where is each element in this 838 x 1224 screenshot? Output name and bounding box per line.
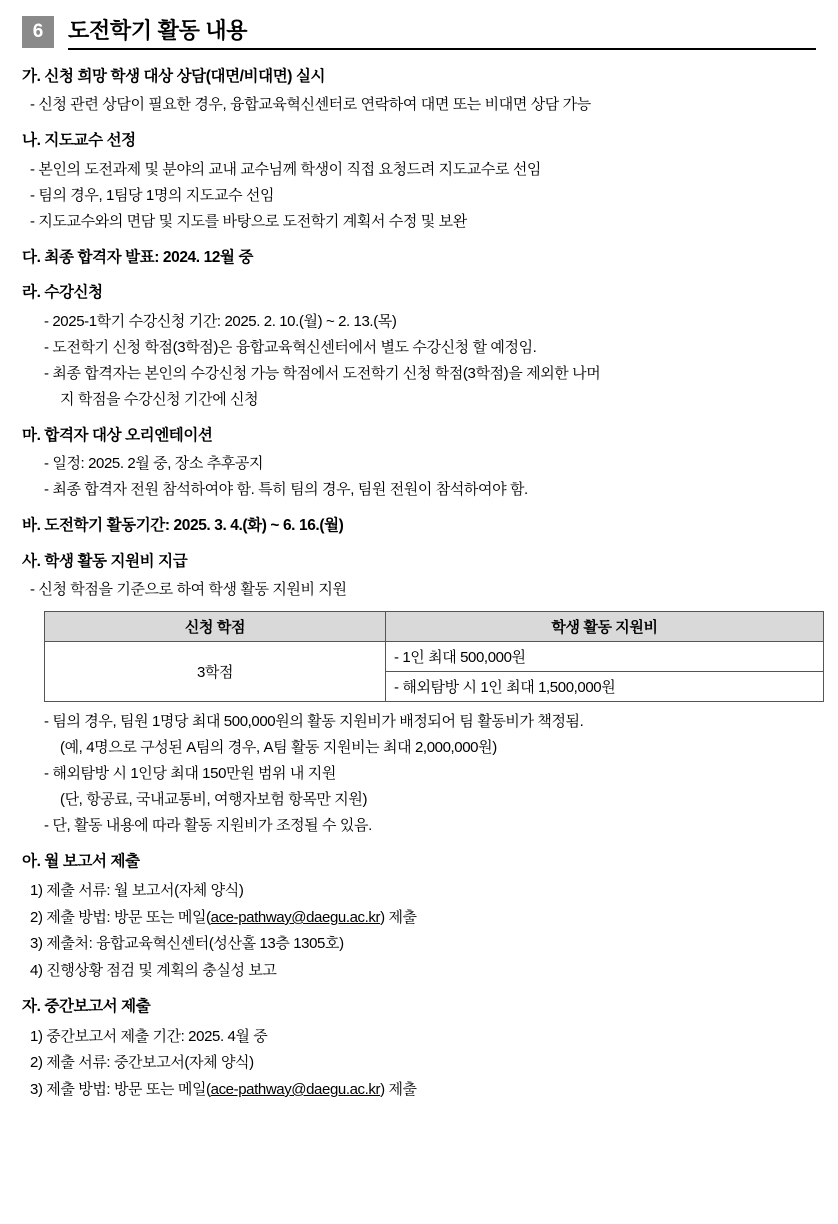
- section-b-item: - 지도교수와의 면담 및 지도를 바탕으로 도전학기 계획서 수정 및 보완: [30, 212, 467, 230]
- section-d-item-continuation: 지 학점을 수강신청 기간에 신청: [60, 390, 259, 408]
- section-d-item: - 2025-1학기 수강신청 기간: 2025. 2. 10.(월) ~ 2. 13.(목): [44, 312, 397, 330]
- document-header: [22, 16, 816, 50]
- table-header-support: 학생 활동 지원비: [386, 611, 824, 641]
- section-g-note-continuation: (단, 항공료, 국내교통비, 여행자보험 항목만 지원): [60, 790, 368, 808]
- section-e: [22, 425, 816, 502]
- section-c: [22, 247, 816, 269]
- section-a: [22, 66, 816, 117]
- section-g-note: - 해외탐방 시 1인당 최대 150만원 범위 내 지원: [44, 764, 336, 782]
- page-title-container: [68, 16, 816, 50]
- section-d-heading: 라. 수강신청: [22, 284, 103, 302]
- section-i-item-2: 2) 제출 서류: 중간보고서(자체 양식): [30, 1054, 254, 1072]
- section-h-heading: 아. 월 보고서 제출: [22, 852, 140, 870]
- section-g-note: - 팀의 경우, 팀원 1명당 최대 500,000원의 활동 지원비가 배정되어 팀 활동비가 책정됨.: [44, 712, 584, 730]
- section-f-heading: 바. 도전학기 활동기간: 2025. 3. 4.(화) ~ 6. 16.(월): [22, 517, 344, 535]
- table-cell-support-2: - 해외탐방 시 1인 최대 1,500,000원: [386, 671, 824, 701]
- section-d-item: - 도전학기 신청 학점(3학점)은 융합교육혁신센터에서 별도 수강신청 할 예정임.: [44, 338, 537, 356]
- page-title: 도전학기 활동 내용: [68, 18, 248, 43]
- support-table: [44, 611, 824, 702]
- section-h: [22, 851, 816, 983]
- section-e-item: - 최종 합격자 전원 참석하여야 함. 특히 팀의 경우, 팀원 전원이 참석하여야 함.: [44, 481, 528, 499]
- section-e-item: - 일정: 2025. 2월 중, 장소 추후공지: [44, 455, 264, 473]
- section-b-heading: 나. 지도교수 선정: [22, 132, 136, 150]
- section-i-heading: 자. 중간보고서 제출: [22, 998, 151, 1016]
- section-a-heading: 가. 신청 희망 학생 대상 상담(대면/비대면) 실시: [22, 67, 326, 85]
- section-c-heading: 다. 최종 합격자 발표: 2024. 12월 중: [22, 248, 254, 266]
- section-g-item: - 신청 학점을 기준으로 하여 학생 활동 지원비 지원: [30, 580, 347, 598]
- section-d-item: - 최종 합격자는 본인의 수강신청 가능 학점에서 도전학기 신청 학점(3학점)을 제외한 나머: [44, 364, 601, 382]
- section-i-item-1: 1) 중간보고서 제출 기간: 2025. 4월 중: [30, 1027, 268, 1045]
- section-h-item-1: 1) 제출 서류: 월 보고서(자체 양식): [30, 882, 244, 900]
- section-g-note-continuation: (예, 4명으로 구성된 A팀의 경우, A팀 활동 지원비는 최대 2,000,000원): [60, 738, 497, 756]
- section-a-item: - 신청 관련 상담이 필요한 경우, 융합교육혁신센터로 연락하여 대면 또는 비대면 상담 가능: [30, 96, 591, 114]
- section-h-item-2-suffix: ) 제출: [380, 908, 417, 926]
- table-cell-support-1: - 1인 최대 500,000원: [386, 641, 824, 671]
- section-g: [22, 551, 816, 838]
- table-cell-credit: 3학점: [45, 641, 386, 701]
- section-i: [22, 996, 816, 1102]
- section-h-item-4: 4) 진행상황 점검 및 계획의 충실성 보고: [30, 961, 277, 979]
- section-f: [22, 515, 816, 537]
- email-link[interactable]: ace-pathway@daegu.ac.kr: [210, 908, 381, 926]
- table-header-row: [45, 611, 824, 641]
- section-d: [22, 282, 816, 411]
- section-b: [22, 130, 816, 233]
- section-g-heading: 사. 학생 활동 지원비 지급: [22, 552, 188, 570]
- table-header-credit: 신청 학점: [45, 611, 386, 641]
- support-table-container: [44, 611, 824, 702]
- section-number-badge: 6: [22, 16, 54, 48]
- section-i-item-3: [30, 1077, 816, 1103]
- table-row: [45, 641, 824, 671]
- section-h-item-2: [30, 905, 816, 931]
- section-i-item-3-suffix: ) 제출: [380, 1080, 417, 1098]
- section-i-item-3-prefix: 3) 제출 방법: 방문 또는 메일(: [30, 1080, 211, 1098]
- email-link[interactable]: ace-pathway@daegu.ac.kr: [210, 1080, 381, 1098]
- section-g-note: - 단, 활동 내용에 따라 활동 지원비가 조정될 수 있음.: [44, 816, 372, 834]
- section-h-item-3: 3) 제출처: 융합교육혁신센터(성산홀 13층 1305호): [30, 935, 344, 953]
- section-b-item: - 본인의 도전과제 및 분야의 교내 교수님께 학생이 직접 요청드려 지도교수로 선임: [30, 160, 542, 178]
- section-b-item: - 팀의 경우, 1팀당 1명의 지도교수 선임: [30, 186, 275, 204]
- section-h-item-2-prefix: 2) 제출 방법: 방문 또는 메일(: [30, 908, 211, 926]
- section-e-heading: 마. 합격자 대상 오리엔테이션: [22, 426, 213, 444]
